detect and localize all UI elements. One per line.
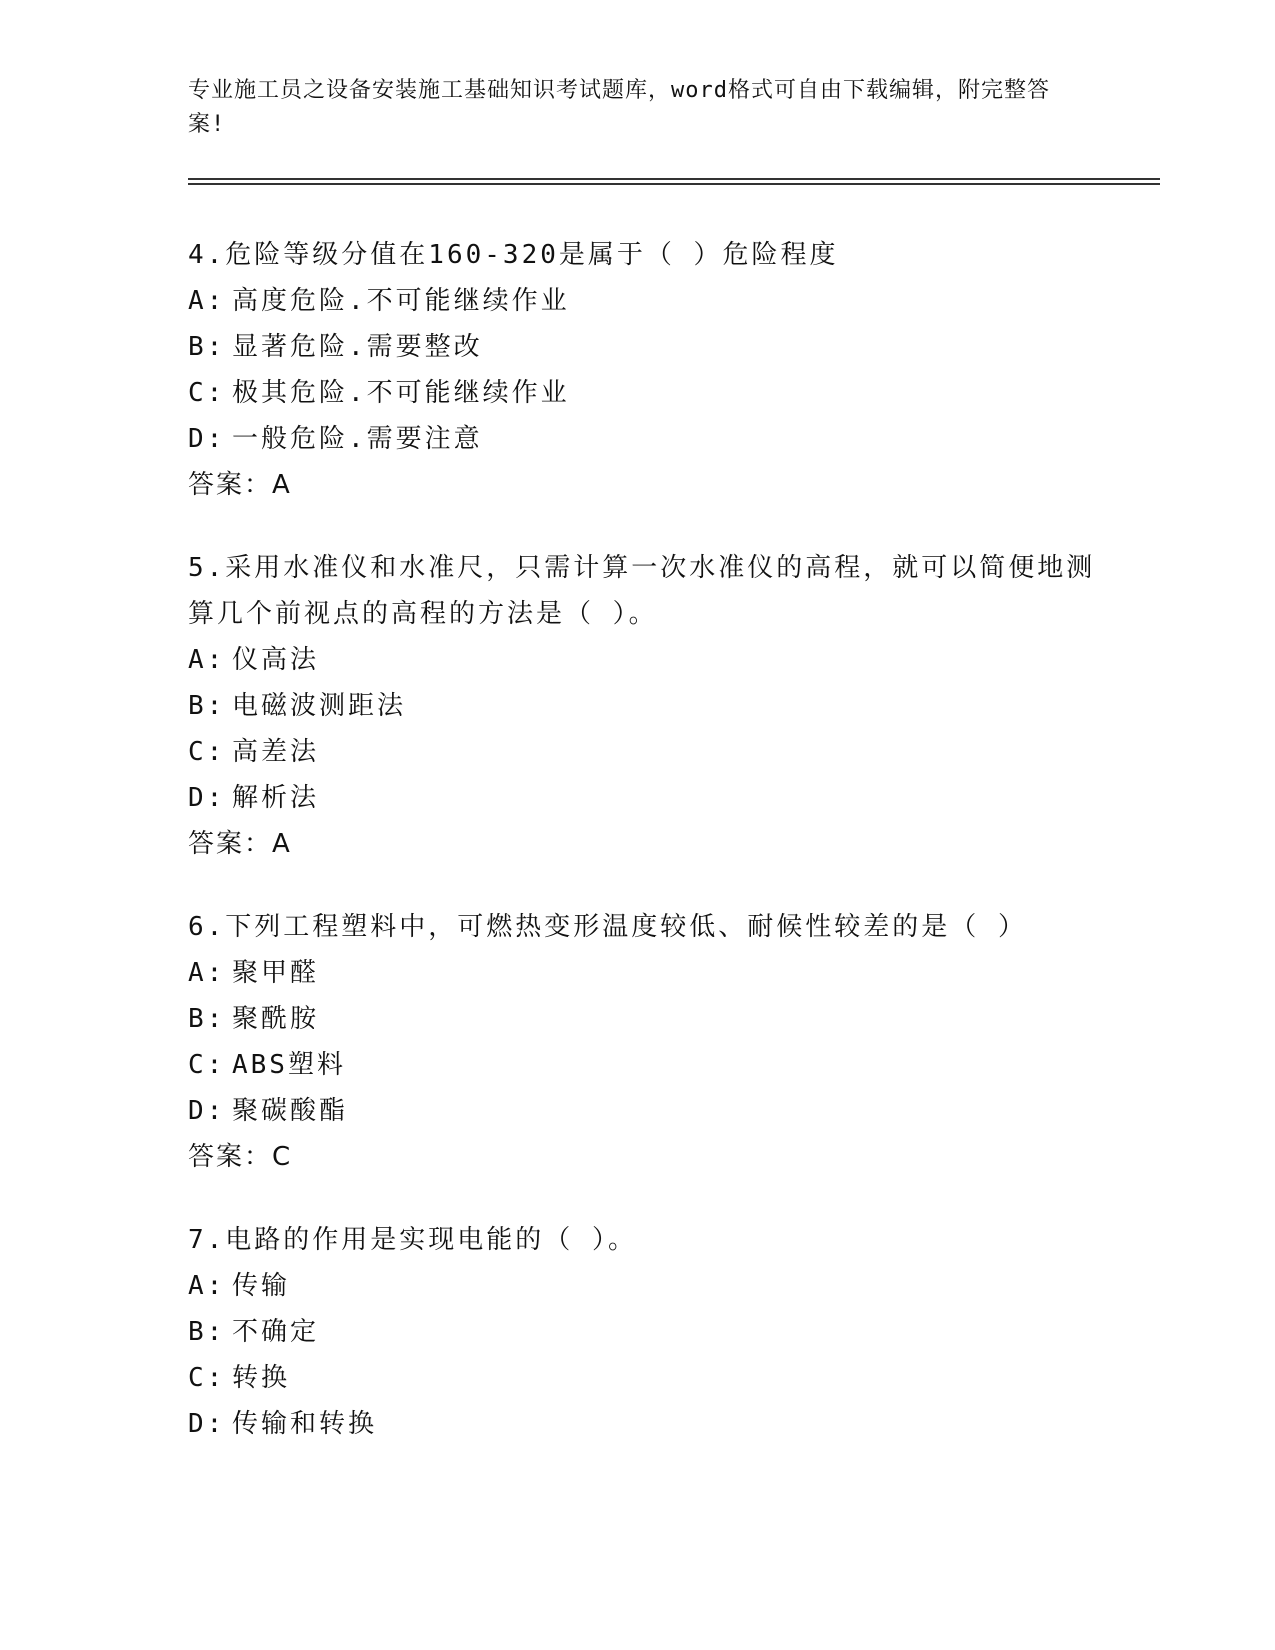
option-letter: A: xyxy=(188,958,226,988)
option-a xyxy=(188,950,1108,996)
option-letter: D: xyxy=(188,1096,226,1126)
question-stem: 5.采用水准仪和水准尺，只需计算一次水准仪的高程，就可以简便地测算几个前视点的高程的方法是（ ）。 xyxy=(188,553,1096,629)
option-c xyxy=(188,729,1108,775)
header-divider-bottom xyxy=(188,183,1160,185)
header-divider-top xyxy=(188,178,1160,180)
option-letter: D: xyxy=(188,1409,226,1439)
option-letter: A: xyxy=(188,1271,226,1301)
option-b xyxy=(188,683,1108,729)
option-a xyxy=(188,1263,1108,1309)
answer-line: 答案：A xyxy=(188,470,292,500)
option-text: 传输和转换 xyxy=(232,1409,378,1439)
option-letter: D: xyxy=(188,783,226,813)
option-text: 一般危险.需要注意 xyxy=(232,424,483,454)
answer-line: 答案：C xyxy=(188,1142,293,1172)
option-letter: D: xyxy=(188,424,226,454)
option-c xyxy=(188,1355,1108,1401)
option-letter: C: xyxy=(188,737,226,767)
option-text: 电磁波测距法 xyxy=(232,691,407,721)
option-letter: C: xyxy=(188,378,226,408)
option-text: 仪高法 xyxy=(232,645,320,675)
option-c xyxy=(188,370,1108,416)
option-letter: A: xyxy=(188,286,226,316)
option-letter: B: xyxy=(188,1317,226,1347)
question-stem: 6.下列工程塑料中，可燃热变形温度较低、耐候性较差的是（ ） xyxy=(188,912,1027,942)
option-b xyxy=(188,996,1108,1042)
answer-line: 答案：A xyxy=(188,829,292,859)
option-text: 聚酰胺 xyxy=(232,1004,320,1034)
option-b xyxy=(188,1309,1108,1355)
option-text: 极其危险.不可能继续作业 xyxy=(232,378,570,408)
option-a xyxy=(188,278,1108,324)
option-text: 解析法 xyxy=(232,783,320,813)
option-d xyxy=(188,775,1108,821)
option-a xyxy=(188,637,1108,683)
option-text: ABS塑料 xyxy=(232,1050,346,1080)
question-stem: 4.危险等级分值在160-320是属于（ ）危险程度 xyxy=(188,240,839,270)
option-text: 聚甲醛 xyxy=(232,958,320,988)
option-text: 聚碳酸酯 xyxy=(232,1096,349,1126)
question-stem: 7.电路的作用是实现电能的（ ）。 xyxy=(188,1225,637,1255)
option-d xyxy=(188,1088,1108,1134)
option-letter: A: xyxy=(188,645,226,675)
question-5 xyxy=(188,545,1108,867)
option-letter: C: xyxy=(188,1363,226,1393)
question-4 xyxy=(188,232,1108,508)
question-6 xyxy=(188,904,1108,1180)
option-text: 高度危险.不可能继续作业 xyxy=(232,286,570,316)
option-text: 不确定 xyxy=(232,1317,320,1347)
question-7 xyxy=(188,1217,1108,1447)
option-c xyxy=(188,1042,1108,1088)
option-text: 转换 xyxy=(232,1363,291,1393)
question-list xyxy=(188,232,1108,1484)
option-letter: B: xyxy=(188,1004,226,1034)
option-b xyxy=(188,324,1108,370)
option-text: 显著危险.需要整改 xyxy=(232,332,483,362)
option-d xyxy=(188,1401,1108,1447)
option-letter: B: xyxy=(188,332,226,362)
option-d xyxy=(188,416,1108,462)
option-letter: C: xyxy=(188,1050,226,1080)
option-text: 高差法 xyxy=(232,737,320,767)
option-text: 传输 xyxy=(232,1271,291,1301)
document-header: 专业施工员之设备安装施工基础知识考试题库，word格式可自由下载编辑，附完整答案! xyxy=(188,78,1050,137)
option-letter: B: xyxy=(188,691,226,721)
